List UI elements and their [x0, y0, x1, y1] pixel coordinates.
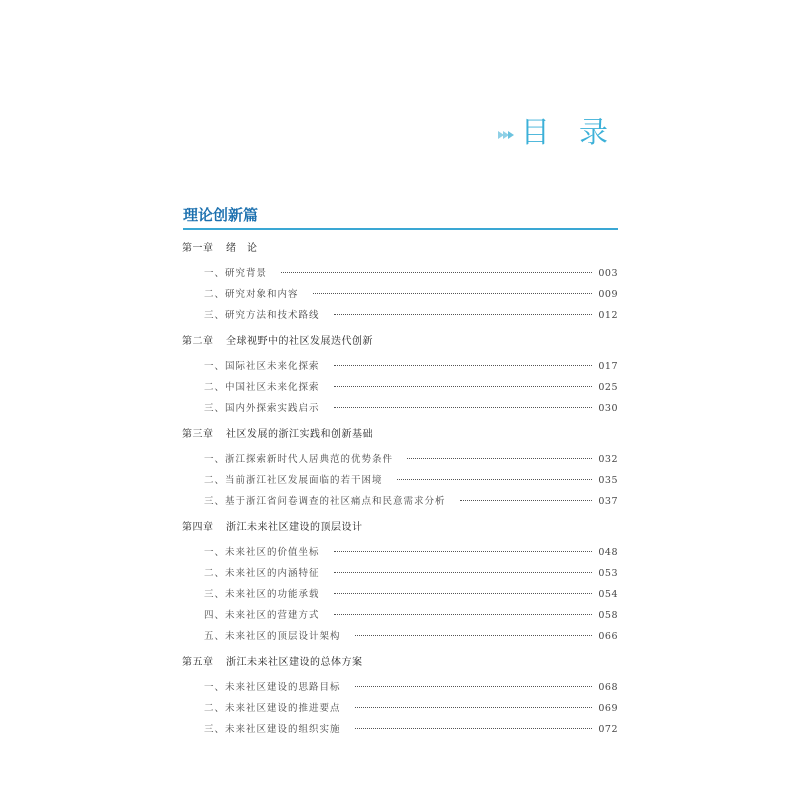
page-number: 017	[598, 361, 618, 372]
toc-entry[interactable]	[182, 377, 618, 398]
dot-leader	[334, 550, 593, 552]
chapter-heading[interactable]	[182, 655, 618, 671]
toc-entry[interactable]	[182, 491, 618, 512]
page-number: 054	[598, 589, 618, 600]
toc-entry[interactable]	[182, 449, 618, 470]
dot-leader	[281, 271, 592, 273]
chapter-block	[182, 655, 618, 740]
entry-title: 三、基于浙江省问卷调查的社区痛点和民意需求分析	[204, 496, 446, 507]
dot-leader	[334, 406, 593, 408]
chapter-block	[182, 334, 618, 419]
toc-entry[interactable]	[182, 356, 618, 377]
entry-title: 二、中国社区未来化探索	[204, 382, 320, 393]
toc-entry[interactable]	[182, 626, 618, 647]
toc-entry[interactable]	[182, 698, 618, 719]
entry-title: 三、未来社区的功能承载	[204, 589, 320, 600]
page-number: 037	[598, 496, 618, 507]
entry-title: 一、未来社区建设的思路目标	[204, 682, 341, 693]
chapter-heading[interactable]	[182, 334, 618, 350]
chapter-block	[182, 520, 618, 647]
page-number: 058	[598, 610, 618, 621]
chapter-title: 全球视野中的社区发展迭代创新	[226, 336, 373, 347]
table-of-contents	[182, 241, 618, 748]
page-number: 068	[598, 682, 618, 693]
toc-entry[interactable]	[182, 677, 618, 698]
chapter-heading[interactable]	[182, 241, 618, 257]
entry-title: 三、研究方法和技术路线	[204, 310, 320, 321]
page-title	[498, 110, 618, 151]
entry-title: 三、国内外探索实践启示	[204, 403, 320, 414]
dot-leader	[334, 592, 593, 594]
toc-entry[interactable]	[182, 584, 618, 605]
entry-title: 一、研究背景	[204, 268, 268, 279]
dot-leader	[355, 727, 593, 729]
dot-leader	[313, 292, 593, 294]
chapter-title: 浙江未来社区建设的顶层设计	[226, 522, 363, 533]
page-number: 048	[598, 547, 618, 558]
chapter-title: 浙江未来社区建设的总体方案	[226, 657, 363, 668]
chapter-heading[interactable]	[182, 520, 618, 536]
section-divider	[183, 228, 618, 230]
dot-leader	[334, 613, 593, 615]
entry-title: 二、研究对象和内容	[204, 289, 299, 300]
toc-entry[interactable]	[182, 719, 618, 740]
toc-entry[interactable]	[182, 305, 618, 326]
dot-leader	[355, 685, 593, 687]
toc-entry[interactable]	[182, 398, 618, 419]
dot-leader	[334, 364, 593, 366]
entry-title: 一、国际社区未来化探索	[204, 361, 320, 372]
entry-title: 五、未来社区的顶层设计架构	[204, 631, 341, 642]
dot-leader	[397, 478, 593, 480]
toc-entry[interactable]	[182, 542, 618, 563]
entry-title: 二、未来社区建设的推进要点	[204, 703, 341, 714]
dot-leader	[334, 385, 593, 387]
page-number: 053	[598, 568, 618, 579]
toc-entry[interactable]	[182, 563, 618, 584]
page-number: 012	[598, 310, 618, 321]
page-number: 009	[598, 289, 618, 300]
entry-title: 二、未来社区的内涵特征	[204, 568, 320, 579]
page-number: 025	[598, 382, 618, 393]
dot-leader	[407, 457, 592, 459]
chapter-number: 第二章	[182, 336, 214, 347]
entry-title: 四、未来社区的营建方式	[204, 610, 320, 621]
dot-leader	[355, 706, 593, 708]
chapter-block	[182, 241, 618, 326]
chapter-number: 第五章	[182, 657, 214, 668]
entry-title: 三、未来社区建设的组织实施	[204, 724, 341, 735]
toc-entry[interactable]	[182, 284, 618, 305]
chapter-title: 绪 论	[226, 243, 258, 254]
page-number: 030	[598, 403, 618, 414]
chapter-block	[182, 427, 618, 512]
entry-title: 一、未来社区的价值坐标	[204, 547, 320, 558]
section-header	[183, 204, 618, 230]
chapter-number: 第三章	[182, 429, 214, 440]
page-number: 003	[598, 268, 618, 279]
entry-title: 一、浙江探索新时代人居典范的优势条件	[204, 454, 394, 465]
toc-entry[interactable]	[182, 470, 618, 491]
toc-entry[interactable]	[182, 605, 618, 626]
chapter-number: 第一章	[182, 243, 214, 254]
page-number: 066	[598, 631, 618, 642]
chapter-heading[interactable]	[182, 427, 618, 443]
dot-leader	[460, 499, 593, 501]
dot-leader	[334, 313, 593, 315]
entry-title: 二、当前浙江社区发展面临的若干困境	[204, 475, 383, 486]
dot-leader	[355, 634, 593, 636]
chapter-number: 第四章	[182, 522, 214, 533]
page-number: 069	[598, 703, 618, 714]
toc-entry[interactable]	[182, 263, 618, 284]
page-number: 072	[598, 724, 618, 735]
dot-leader	[334, 571, 593, 573]
page-number: 032	[598, 454, 618, 465]
page-number: 035	[598, 475, 618, 486]
chapter-title: 社区发展的浙江实践和创新基础	[226, 429, 373, 440]
title-text: 目 录	[520, 115, 618, 149]
chevron-right-icon	[498, 131, 513, 139]
section-title: 理论创新篇	[183, 206, 259, 224]
